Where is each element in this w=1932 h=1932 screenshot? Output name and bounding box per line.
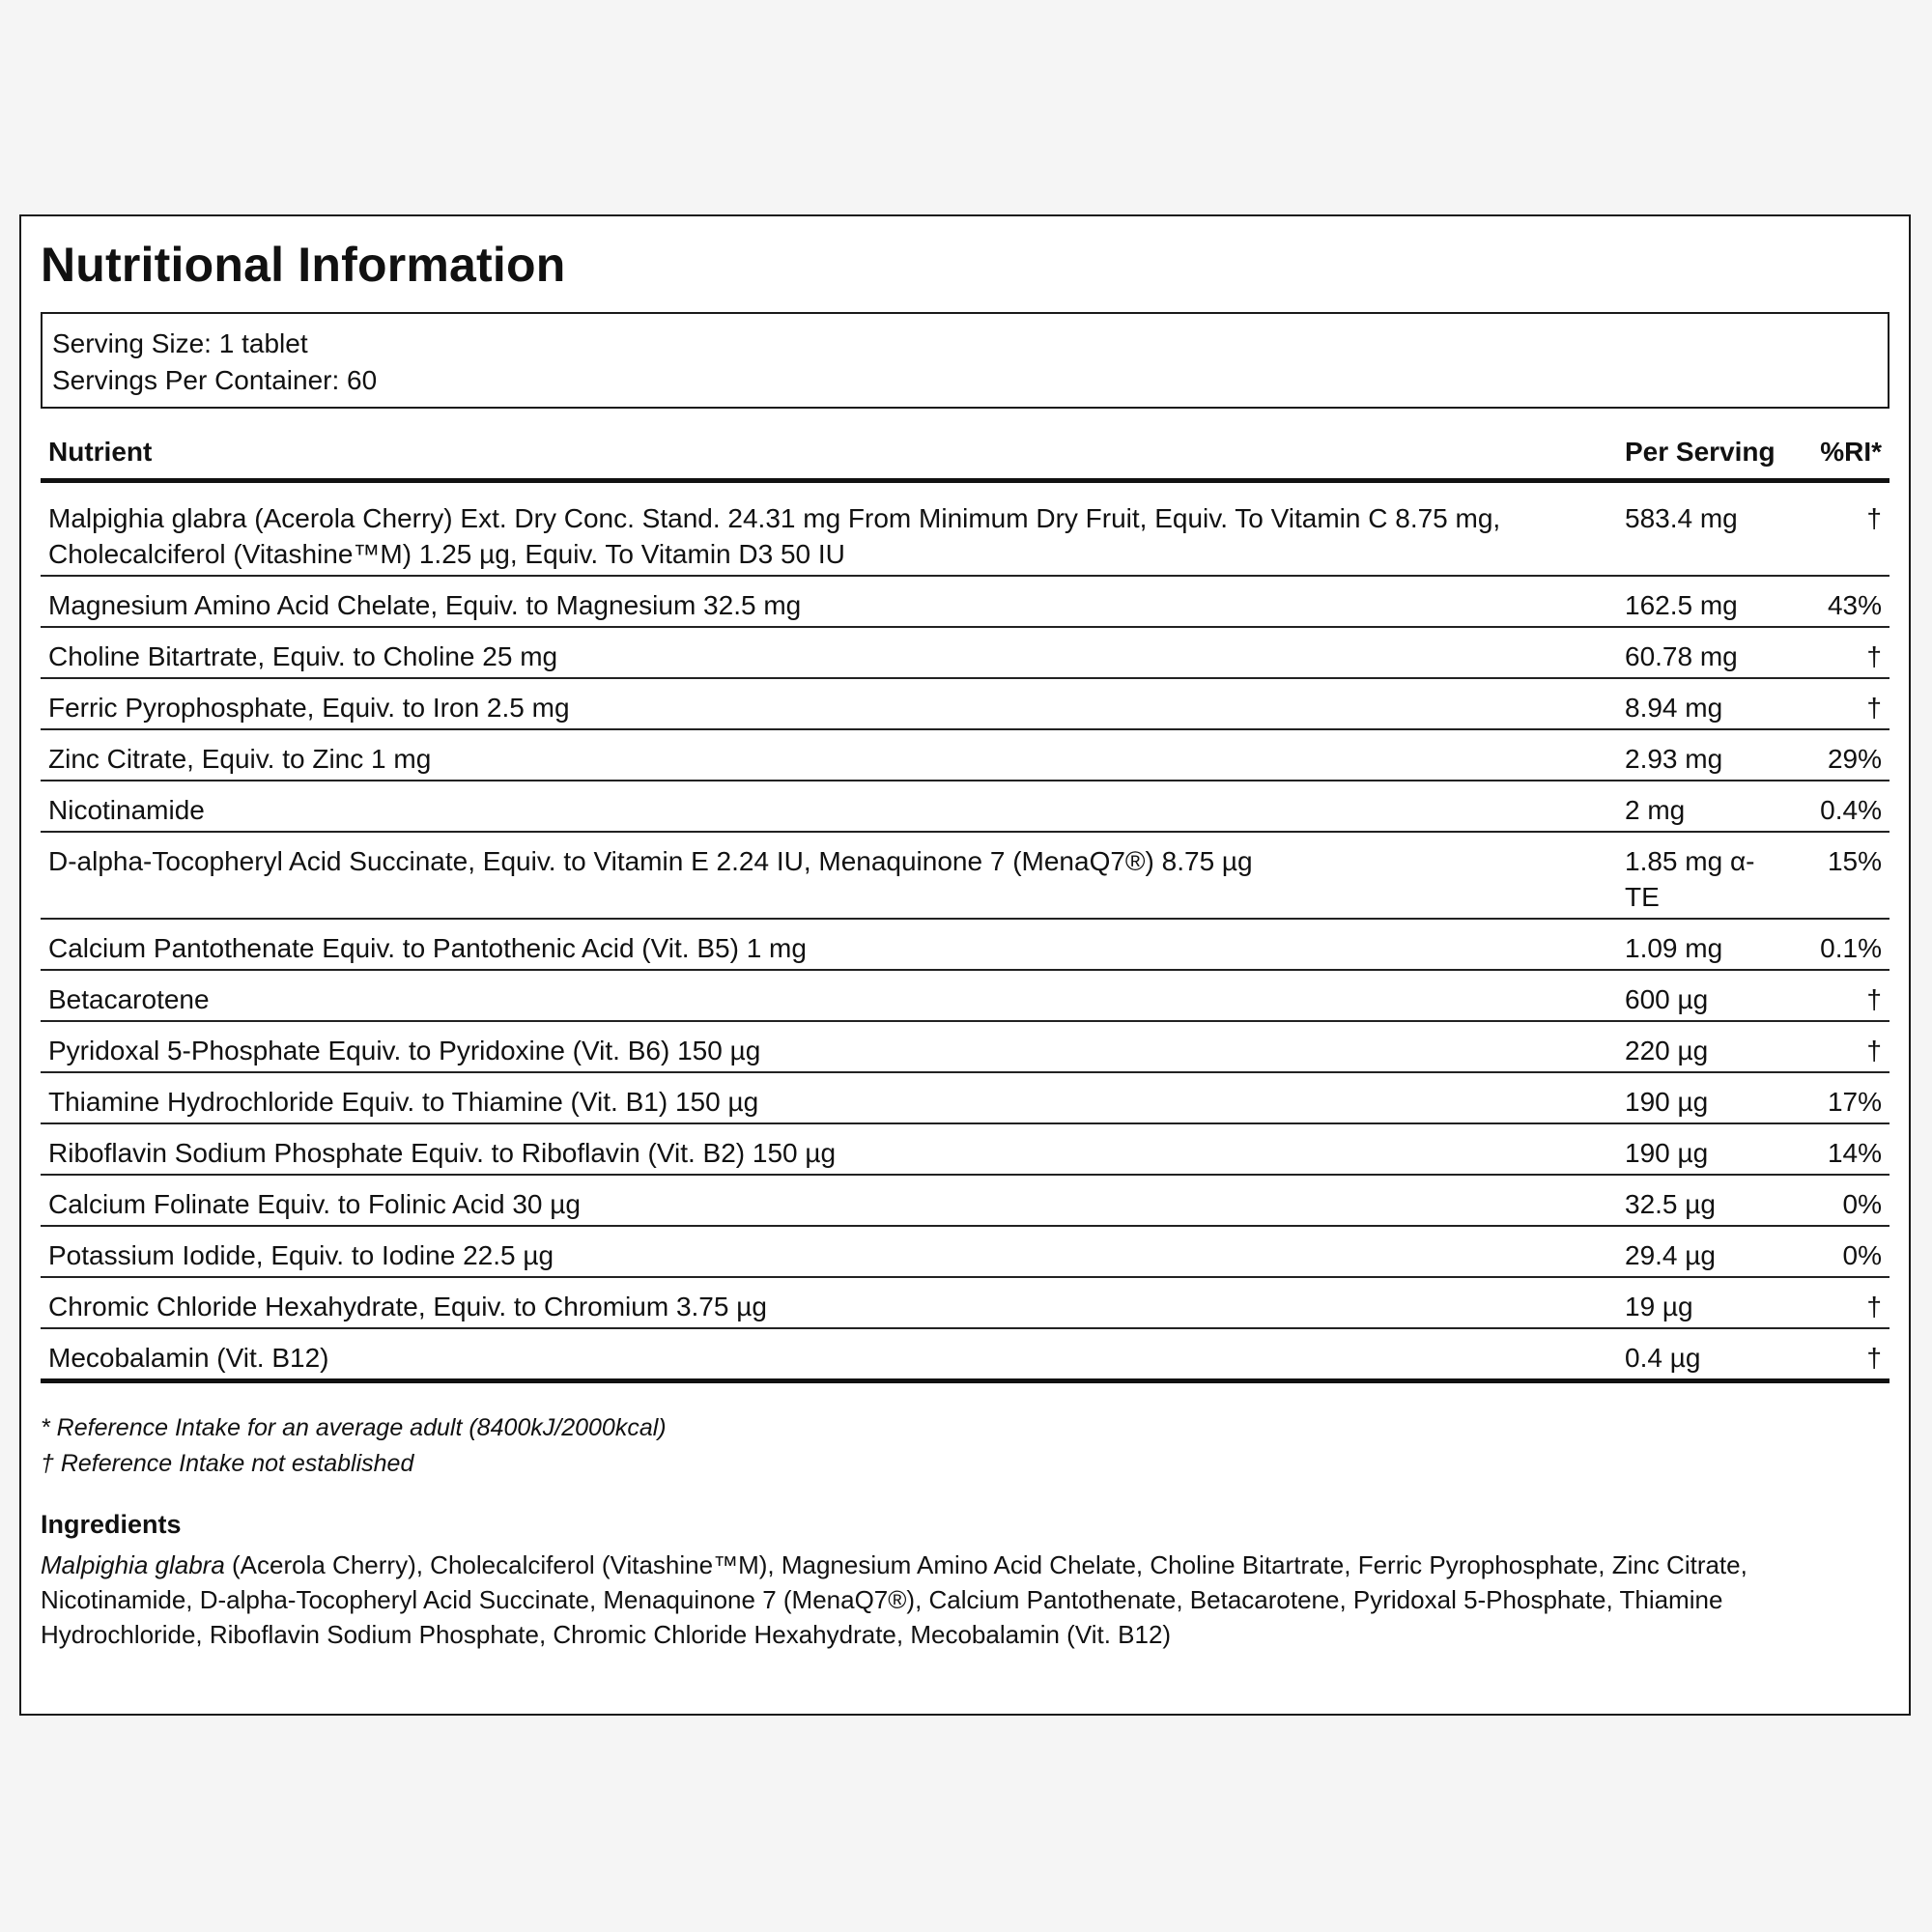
- ri-value: 17%: [1797, 1072, 1889, 1123]
- ri-value: 0%: [1797, 1226, 1889, 1277]
- ri-value: †: [1797, 627, 1889, 678]
- footnote-reference-intake: * Reference Intake for an average adult (8400kJ/2000kcal): [41, 1413, 667, 1441]
- nutrient-name: Choline Bitartrate, Equiv. to Choline 25 mg: [41, 627, 1617, 678]
- table-row: [41, 1175, 1889, 1226]
- per-serving-value: 600 µg: [1617, 970, 1797, 1021]
- per-serving-value: 1.09 mg: [1617, 919, 1797, 970]
- header-nutrient: Nutrient: [41, 430, 1617, 481]
- per-serving-value: 8.94 mg: [1617, 678, 1797, 729]
- nutrient-name: Zinc Citrate, Equiv. to Zinc 1 mg: [41, 729, 1617, 781]
- per-serving-value: 190 µg: [1617, 1072, 1797, 1123]
- nutrient-name: Mecobalamin (Vit. B12): [41, 1328, 1617, 1381]
- table-row: [41, 1021, 1889, 1072]
- per-serving-value: 190 µg: [1617, 1123, 1797, 1175]
- ri-value: 29%: [1797, 729, 1889, 781]
- ingredients-list: (Acerola Cherry), Cholecalciferol (Vitashine™M), Magnesium Amino Acid Chelate, Choline Bitartrate, Ferric Pyrophosphate, Zinc Citrate, Nicotinamide, D-alpha-Tocopheryl Acid Succinate, Menaquinone 7 (MenaQ7®), Calcium Pantothenate, Betacarotene, Pyridoxal 5-Phosphate, Thiamine Hydrochloride, Riboflavin Sodium Phosphate, Chromic Chloride Hexahydrate, Mecobalamin (Vit. B12): [41, 1549, 1747, 1649]
- nutrient-name: Calcium Pantothenate Equiv. to Pantothenic Acid (Vit. B5) 1 mg: [41, 919, 1617, 970]
- nutrient-name: D-alpha-Tocopheryl Acid Succinate, Equiv. to Vitamin E 2.24 IU, Menaquinone 7 (MenaQ7®) 8.75 µg: [41, 832, 1617, 919]
- table-row: [41, 576, 1889, 627]
- nutrient-name: Malpighia glabra (Acerola Cherry) Ext. Dry Conc. Stand. 24.31 mg From Minimum Dry Fruit, Equiv. To Vitamin C 8.75 mg, Cholecalciferol (Vitashine™M) 1.25 µg, Equiv. To Vitamin D3 50 IU: [41, 480, 1617, 576]
- per-serving-value: 583.4 mg: [1617, 480, 1797, 576]
- nutrient-name: Pyridoxal 5-Phosphate Equiv. to Pyridoxine (Vit. B6) 150 µg: [41, 1021, 1617, 1072]
- nutrient-name: Magnesium Amino Acid Chelate, Equiv. to Magnesium 32.5 mg: [41, 576, 1617, 627]
- nutrient-name: Betacarotene: [41, 970, 1617, 1021]
- ri-value: †: [1797, 678, 1889, 729]
- table-row: [41, 1072, 1889, 1123]
- nutrient-table: [41, 430, 1889, 1383]
- footnote-not-established: † Reference Intake not established: [41, 1449, 414, 1477]
- nutrient-name: Chromic Chloride Hexahydrate, Equiv. to Chromium 3.75 µg: [41, 1277, 1617, 1328]
- table-row: [41, 781, 1889, 832]
- ri-value: †: [1797, 1277, 1889, 1328]
- ri-value: †: [1797, 970, 1889, 1021]
- serving-info-box: [41, 312, 1889, 409]
- nutrient-name: Ferric Pyrophosphate, Equiv. to Iron 2.5 mg: [41, 678, 1617, 729]
- table-row: [41, 627, 1889, 678]
- table-row: [41, 919, 1889, 970]
- ri-value: 0.4%: [1797, 781, 1889, 832]
- ri-value: 43%: [1797, 576, 1889, 627]
- nutrient-name: Nicotinamide: [41, 781, 1617, 832]
- footnotes: [41, 1410, 1889, 1482]
- ingredients-heading: Ingredients: [41, 1509, 182, 1539]
- per-serving-value: 1.85 mg α-TE: [1617, 832, 1797, 919]
- table-row: [41, 1123, 1889, 1175]
- ri-value: 15%: [1797, 832, 1889, 919]
- nutrient-name: Thiamine Hydrochloride Equiv. to Thiamine (Vit. B1) 150 µg: [41, 1072, 1617, 1123]
- table-row: [41, 729, 1889, 781]
- table-row: [41, 1277, 1889, 1328]
- ri-value: †: [1797, 1328, 1889, 1381]
- table-row: [41, 678, 1889, 729]
- table-row: [41, 1226, 1889, 1277]
- ri-value: 14%: [1797, 1123, 1889, 1175]
- per-serving-value: 162.5 mg: [1617, 576, 1797, 627]
- per-serving-value: 29.4 µg: [1617, 1226, 1797, 1277]
- table-header-row: [41, 430, 1889, 481]
- per-serving-value: 32.5 µg: [1617, 1175, 1797, 1226]
- page-title: Nutritional Information: [41, 238, 566, 292]
- header-ri: %RI*: [1797, 430, 1889, 481]
- ingredients-lead-italic: Malpighia glabra: [41, 1549, 225, 1579]
- serving-size: Serving Size: 1 tablet: [52, 327, 308, 358]
- table-row: [41, 970, 1889, 1021]
- ingredients-text: [41, 1548, 1889, 1652]
- header-per-serving: Per Serving: [1617, 430, 1797, 481]
- table-row: [41, 832, 1889, 919]
- per-serving-value: 2.93 mg: [1617, 729, 1797, 781]
- per-serving-value: 0.4 µg: [1617, 1328, 1797, 1381]
- nutrient-name: Potassium Iodide, Equiv. to Iodine 22.5 µg: [41, 1226, 1617, 1277]
- ri-value: 0.1%: [1797, 919, 1889, 970]
- nutrient-name: Riboflavin Sodium Phosphate Equiv. to Riboflavin (Vit. B2) 150 µg: [41, 1123, 1617, 1175]
- per-serving-value: 60.78 mg: [1617, 627, 1797, 678]
- table-row: [41, 480, 1889, 576]
- ri-value: †: [1797, 480, 1889, 576]
- nutrient-name: Calcium Folinate Equiv. to Folinic Acid 30 µg: [41, 1175, 1617, 1226]
- table-row: [41, 1328, 1889, 1381]
- per-serving-value: 220 µg: [1617, 1021, 1797, 1072]
- servings-per-container: Servings Per Container: 60: [52, 364, 378, 395]
- ri-value: †: [1797, 1021, 1889, 1072]
- nutrition-panel: [19, 214, 1911, 1716]
- per-serving-value: 19 µg: [1617, 1277, 1797, 1328]
- ri-value: 0%: [1797, 1175, 1889, 1226]
- per-serving-value: 2 mg: [1617, 781, 1797, 832]
